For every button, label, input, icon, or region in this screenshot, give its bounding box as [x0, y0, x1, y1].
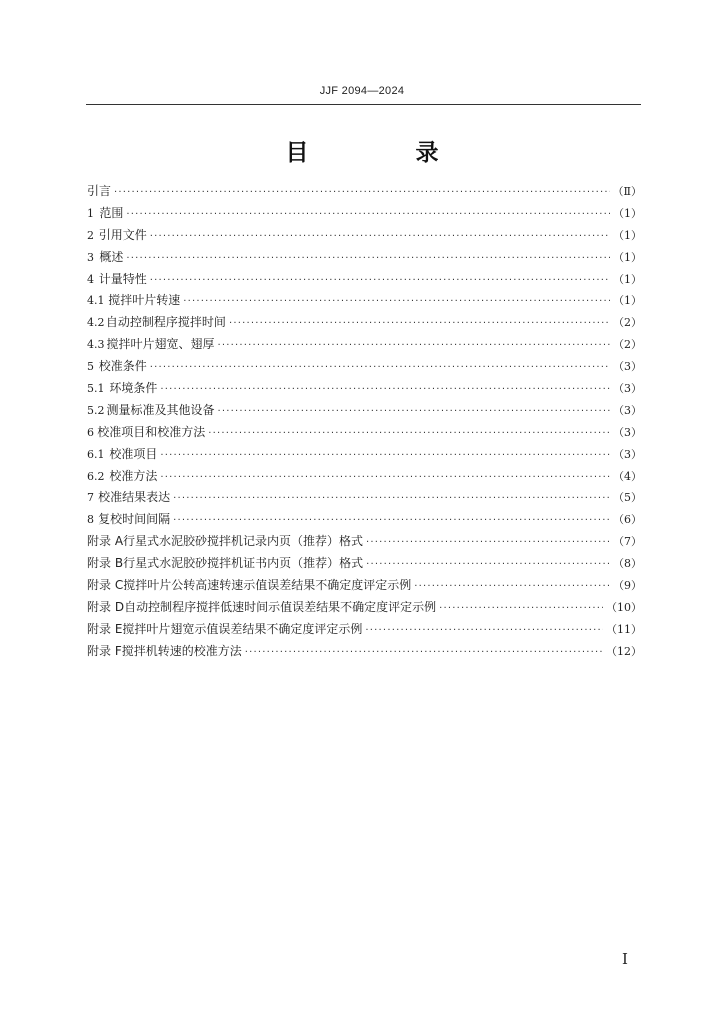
toc-dot-leader	[160, 379, 610, 401]
toc-entry[interactable]	[87, 400, 642, 422]
toc-entry[interactable]	[87, 444, 642, 466]
toc-entry-label: 自动控制程序搅拌时间	[105, 315, 226, 330]
toc-dot-leader	[229, 313, 610, 335]
toc-dot-leader	[183, 291, 610, 313]
toc-entry[interactable]	[87, 334, 642, 356]
toc-entry-number: 附录 A	[87, 534, 124, 549]
toc-entry-label: 复校时间间隔	[98, 512, 171, 527]
toc-entry-page: （10）	[606, 600, 642, 614]
toc-entry-page: （1）	[613, 294, 642, 308]
toc-entry-page: （Ⅱ）	[612, 185, 642, 198]
toc-entry-number: 附录 E	[87, 621, 123, 636]
toc-entry-number: 7	[87, 491, 94, 505]
toc-entry-number: 6.2	[87, 469, 105, 483]
toc-entry-number: 2	[87, 228, 94, 242]
table-of-contents	[87, 181, 642, 663]
toc-entry[interactable]	[87, 290, 642, 312]
toc-entry[interactable]	[87, 466, 642, 488]
toc-entry-page: （1）	[613, 228, 642, 242]
toc-entry-label: 校准条件	[98, 359, 147, 374]
toc-entry-page: （11）	[606, 622, 642, 636]
toc-entry-label: 搅拌叶片转速	[108, 293, 181, 308]
toc-entry-number: 6.1	[87, 447, 105, 461]
page-title: 目 录	[285, 140, 481, 166]
toc-dot-leader	[439, 598, 603, 620]
toc-dot-leader	[208, 423, 610, 445]
toc-entry-page: （7）	[613, 535, 642, 549]
toc-dot-leader	[114, 182, 610, 204]
toc-dot-leader	[365, 620, 603, 642]
toc-entry-label: 搅拌叶片翅宽、翅厚	[106, 337, 215, 352]
toc-entry-page: （4）	[613, 469, 642, 483]
toc-dot-leader	[150, 226, 610, 248]
toc-entry-label: 行星式水泥胶砂搅拌机记录内页（推荐）格式	[123, 534, 364, 549]
toc-entry-label: 校准结果表达	[98, 490, 171, 505]
toc-entry-page: （8）	[613, 557, 642, 571]
toc-entry-label: 搅拌叶片公转高速转速示值误差结果不确定度评定示例	[123, 578, 412, 593]
toc-entry-page: （3）	[613, 425, 642, 439]
toc-entry[interactable]	[87, 378, 642, 400]
toc-entry-number: 附录 B	[87, 556, 124, 571]
toc-entry-label: 搅拌叶片翅宽示值误差结果不确定度评定示例	[122, 621, 363, 636]
toc-entry[interactable]	[87, 356, 642, 378]
toc-dot-leader	[173, 488, 610, 510]
toc-entry-label: 概述	[99, 249, 124, 264]
toc-dot-leader	[150, 357, 610, 379]
toc-entry[interactable]	[87, 225, 642, 247]
toc-dot-leader	[366, 532, 610, 554]
toc-entry-page: （1）	[613, 206, 642, 220]
toc-entry-label: 范围	[99, 205, 124, 220]
toc-dot-leader	[414, 576, 610, 598]
toc-entry-label: 校准项目	[109, 446, 158, 461]
toc-entry-page: （12）	[606, 644, 642, 658]
toc-entry-number: 4.1	[87, 294, 105, 308]
toc-entry-number: 4.2	[87, 316, 105, 330]
toc-entry[interactable]	[87, 553, 642, 575]
toc-entry-label: 自动控制程序搅拌低速时间示值误差结果不确定度评定示例	[124, 599, 437, 614]
toc-entry[interactable]	[87, 641, 642, 663]
toc-entry[interactable]	[87, 203, 642, 225]
toc-dot-leader	[150, 270, 610, 292]
toc-entry-number: 8	[87, 513, 94, 527]
toc-entry-number: 附录 F	[87, 643, 122, 658]
toc-entry[interactable]	[87, 269, 642, 291]
toc-entry[interactable]	[87, 509, 642, 531]
toc-entry[interactable]	[87, 312, 642, 334]
toc-entry-label: 校准方法	[109, 468, 158, 483]
toc-entry-label: 环境条件	[109, 381, 158, 396]
toc-entry[interactable]	[87, 487, 642, 509]
toc-entry-label: 校准项目和校准方法	[97, 424, 206, 439]
toc-entry-label: 计量特性	[98, 271, 147, 286]
toc-entry-page: （6）	[613, 513, 642, 527]
toc-entry-number: 6	[87, 425, 94, 439]
toc-entry-page: （3）	[613, 447, 642, 461]
toc-entry-label: 测量标准及其他设备	[106, 402, 215, 417]
toc-entry-page: （5）	[613, 491, 642, 505]
toc-entry-number: 4.3	[87, 338, 105, 352]
toc-entry[interactable]	[87, 597, 642, 619]
toc-entry-number: 1	[87, 206, 94, 220]
toc-entry-number: 附录 C	[87, 578, 124, 593]
toc-entry[interactable]	[87, 531, 642, 553]
toc-dot-leader	[366, 554, 610, 576]
toc-entry-page: （9）	[613, 579, 642, 593]
toc-dot-leader	[126, 248, 610, 270]
toc-entry-page: （1）	[613, 250, 642, 264]
toc-entry-number: 4	[87, 272, 94, 286]
standard-code-header: JJF 2094—2024	[319, 85, 405, 97]
toc-entry-number: 附录 D	[87, 599, 125, 614]
toc-dot-leader	[160, 467, 610, 489]
toc-entry-page: （2）	[613, 316, 642, 330]
header-rule	[86, 104, 641, 105]
toc-dot-leader	[218, 401, 611, 423]
toc-dot-leader	[126, 204, 610, 226]
toc-entry-page: （1）	[613, 272, 642, 286]
toc-entry-page: （2）	[613, 338, 642, 352]
toc-dot-leader	[173, 510, 610, 532]
toc-entry-page: （3）	[613, 360, 642, 374]
toc-entry[interactable]	[87, 575, 642, 597]
toc-entry-label: 引用文件	[98, 227, 147, 242]
toc-dot-leader	[160, 445, 610, 467]
toc-entry-page: （3）	[613, 403, 642, 417]
toc-entry[interactable]	[87, 619, 642, 641]
toc-entry-number: 3	[87, 250, 94, 264]
toc-dot-leader	[218, 335, 611, 357]
toc-entry-number: 5	[87, 360, 94, 374]
toc-entry-number: 5.1	[87, 382, 105, 396]
toc-entry[interactable]	[87, 181, 642, 203]
toc-dot-leader	[245, 642, 603, 664]
page-number: Ⅰ	[622, 950, 628, 968]
toc-entry-page: （3）	[613, 382, 642, 396]
toc-entry-label: 引言	[87, 184, 112, 198]
toc-entry[interactable]	[87, 422, 642, 444]
toc-entry-number: 5.2	[87, 403, 105, 417]
toc-entry-label: 搅拌机转速的校准方法	[121, 643, 242, 658]
toc-entry[interactable]	[87, 247, 642, 269]
toc-entry-label: 行星式水泥胶砂搅拌机证书内页（推荐）格式	[123, 556, 364, 571]
